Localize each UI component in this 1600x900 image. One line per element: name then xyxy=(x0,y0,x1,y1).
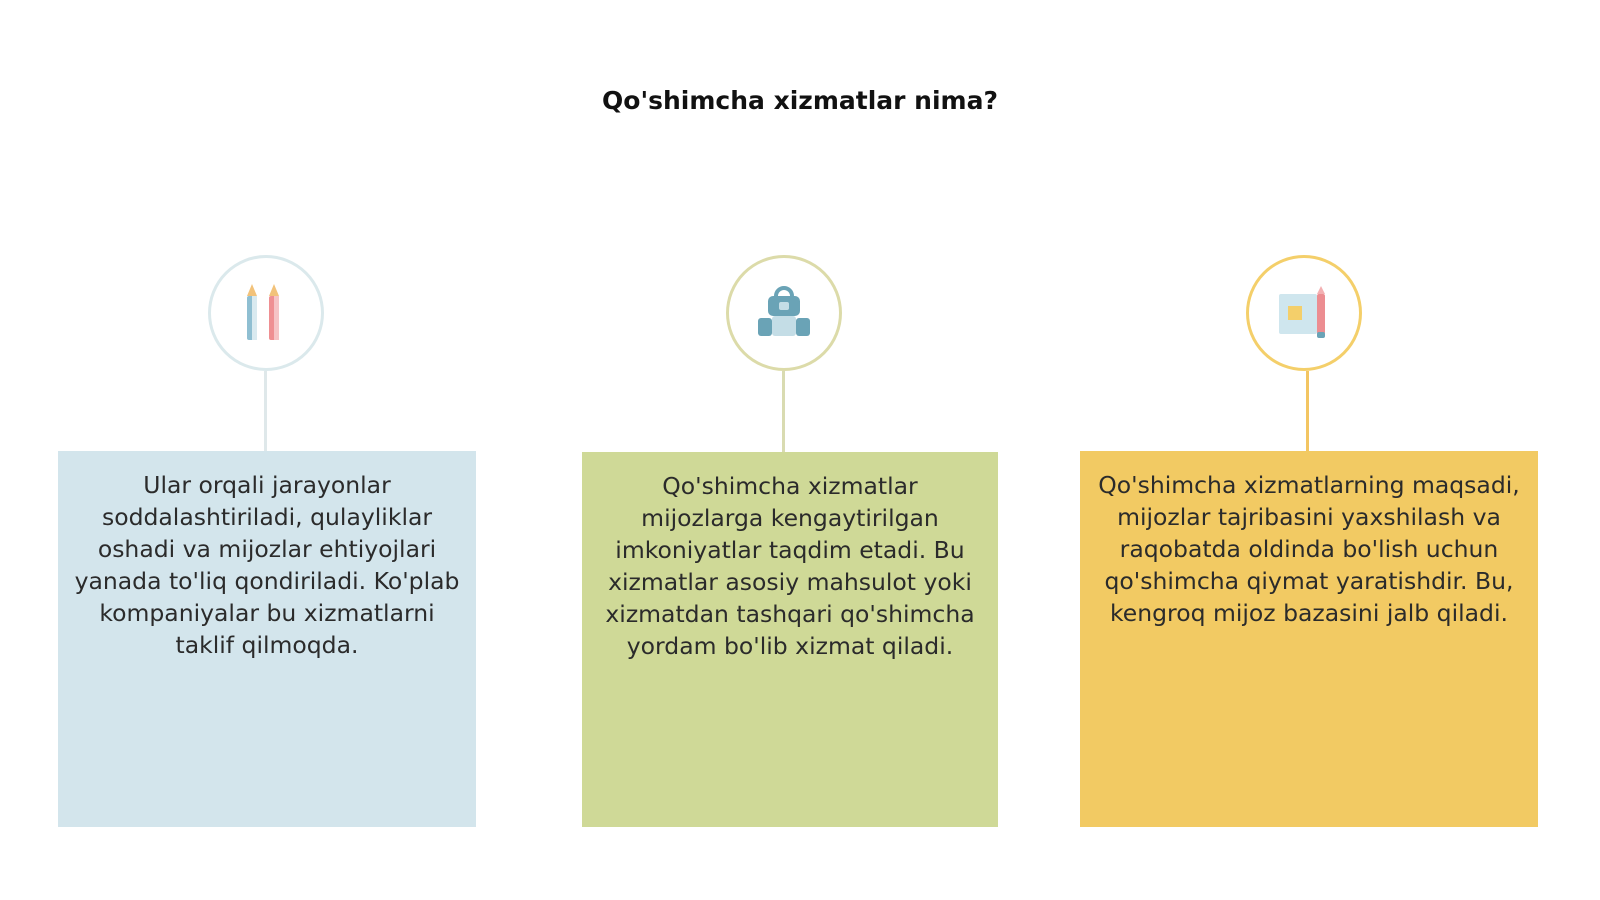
drawing-pad-icon xyxy=(1275,284,1333,342)
pencils-icon xyxy=(241,282,291,344)
connector-line xyxy=(264,371,267,451)
icon-circle xyxy=(726,255,842,371)
info-card xyxy=(582,452,998,827)
page-title: Qo'shimcha xizmatlar nima? xyxy=(602,86,998,115)
backpack-icon xyxy=(755,284,813,342)
card-text: Ular orqali jarayonlar soddalashtiriladi, qulayliklar oshadi va mijozlar ehtiyojlari yanada to'liq qondiriladi. Ko'plab kompaniyalar bu xizmatlarni taklif qilmoqda. xyxy=(74,471,460,659)
info-card xyxy=(1080,451,1538,827)
connector-line xyxy=(782,371,785,452)
card-text: Qo'shimcha xizmatlar mijozlarga kengaytirilgan imkoniyatlar taqdim etadi. Bu xizmatlar asosiy mahsulot yoki xizmatdan tashqari qo'shimcha yordam bo'lib xizmat qiladi. xyxy=(605,472,975,660)
card-text: Qo'shimcha xizmatlarning maqsadi, mijozlar tajribasini yaxshilash va raqobatda oldinda bo'lish uchun qo'shimcha qiymat yaratishdir. Bu, kengroq mijoz bazasini jalb qiladi. xyxy=(1098,471,1520,627)
icon-circle xyxy=(208,255,324,371)
info-card xyxy=(58,451,476,827)
icon-circle xyxy=(1246,255,1362,371)
connector-line xyxy=(1306,371,1309,451)
